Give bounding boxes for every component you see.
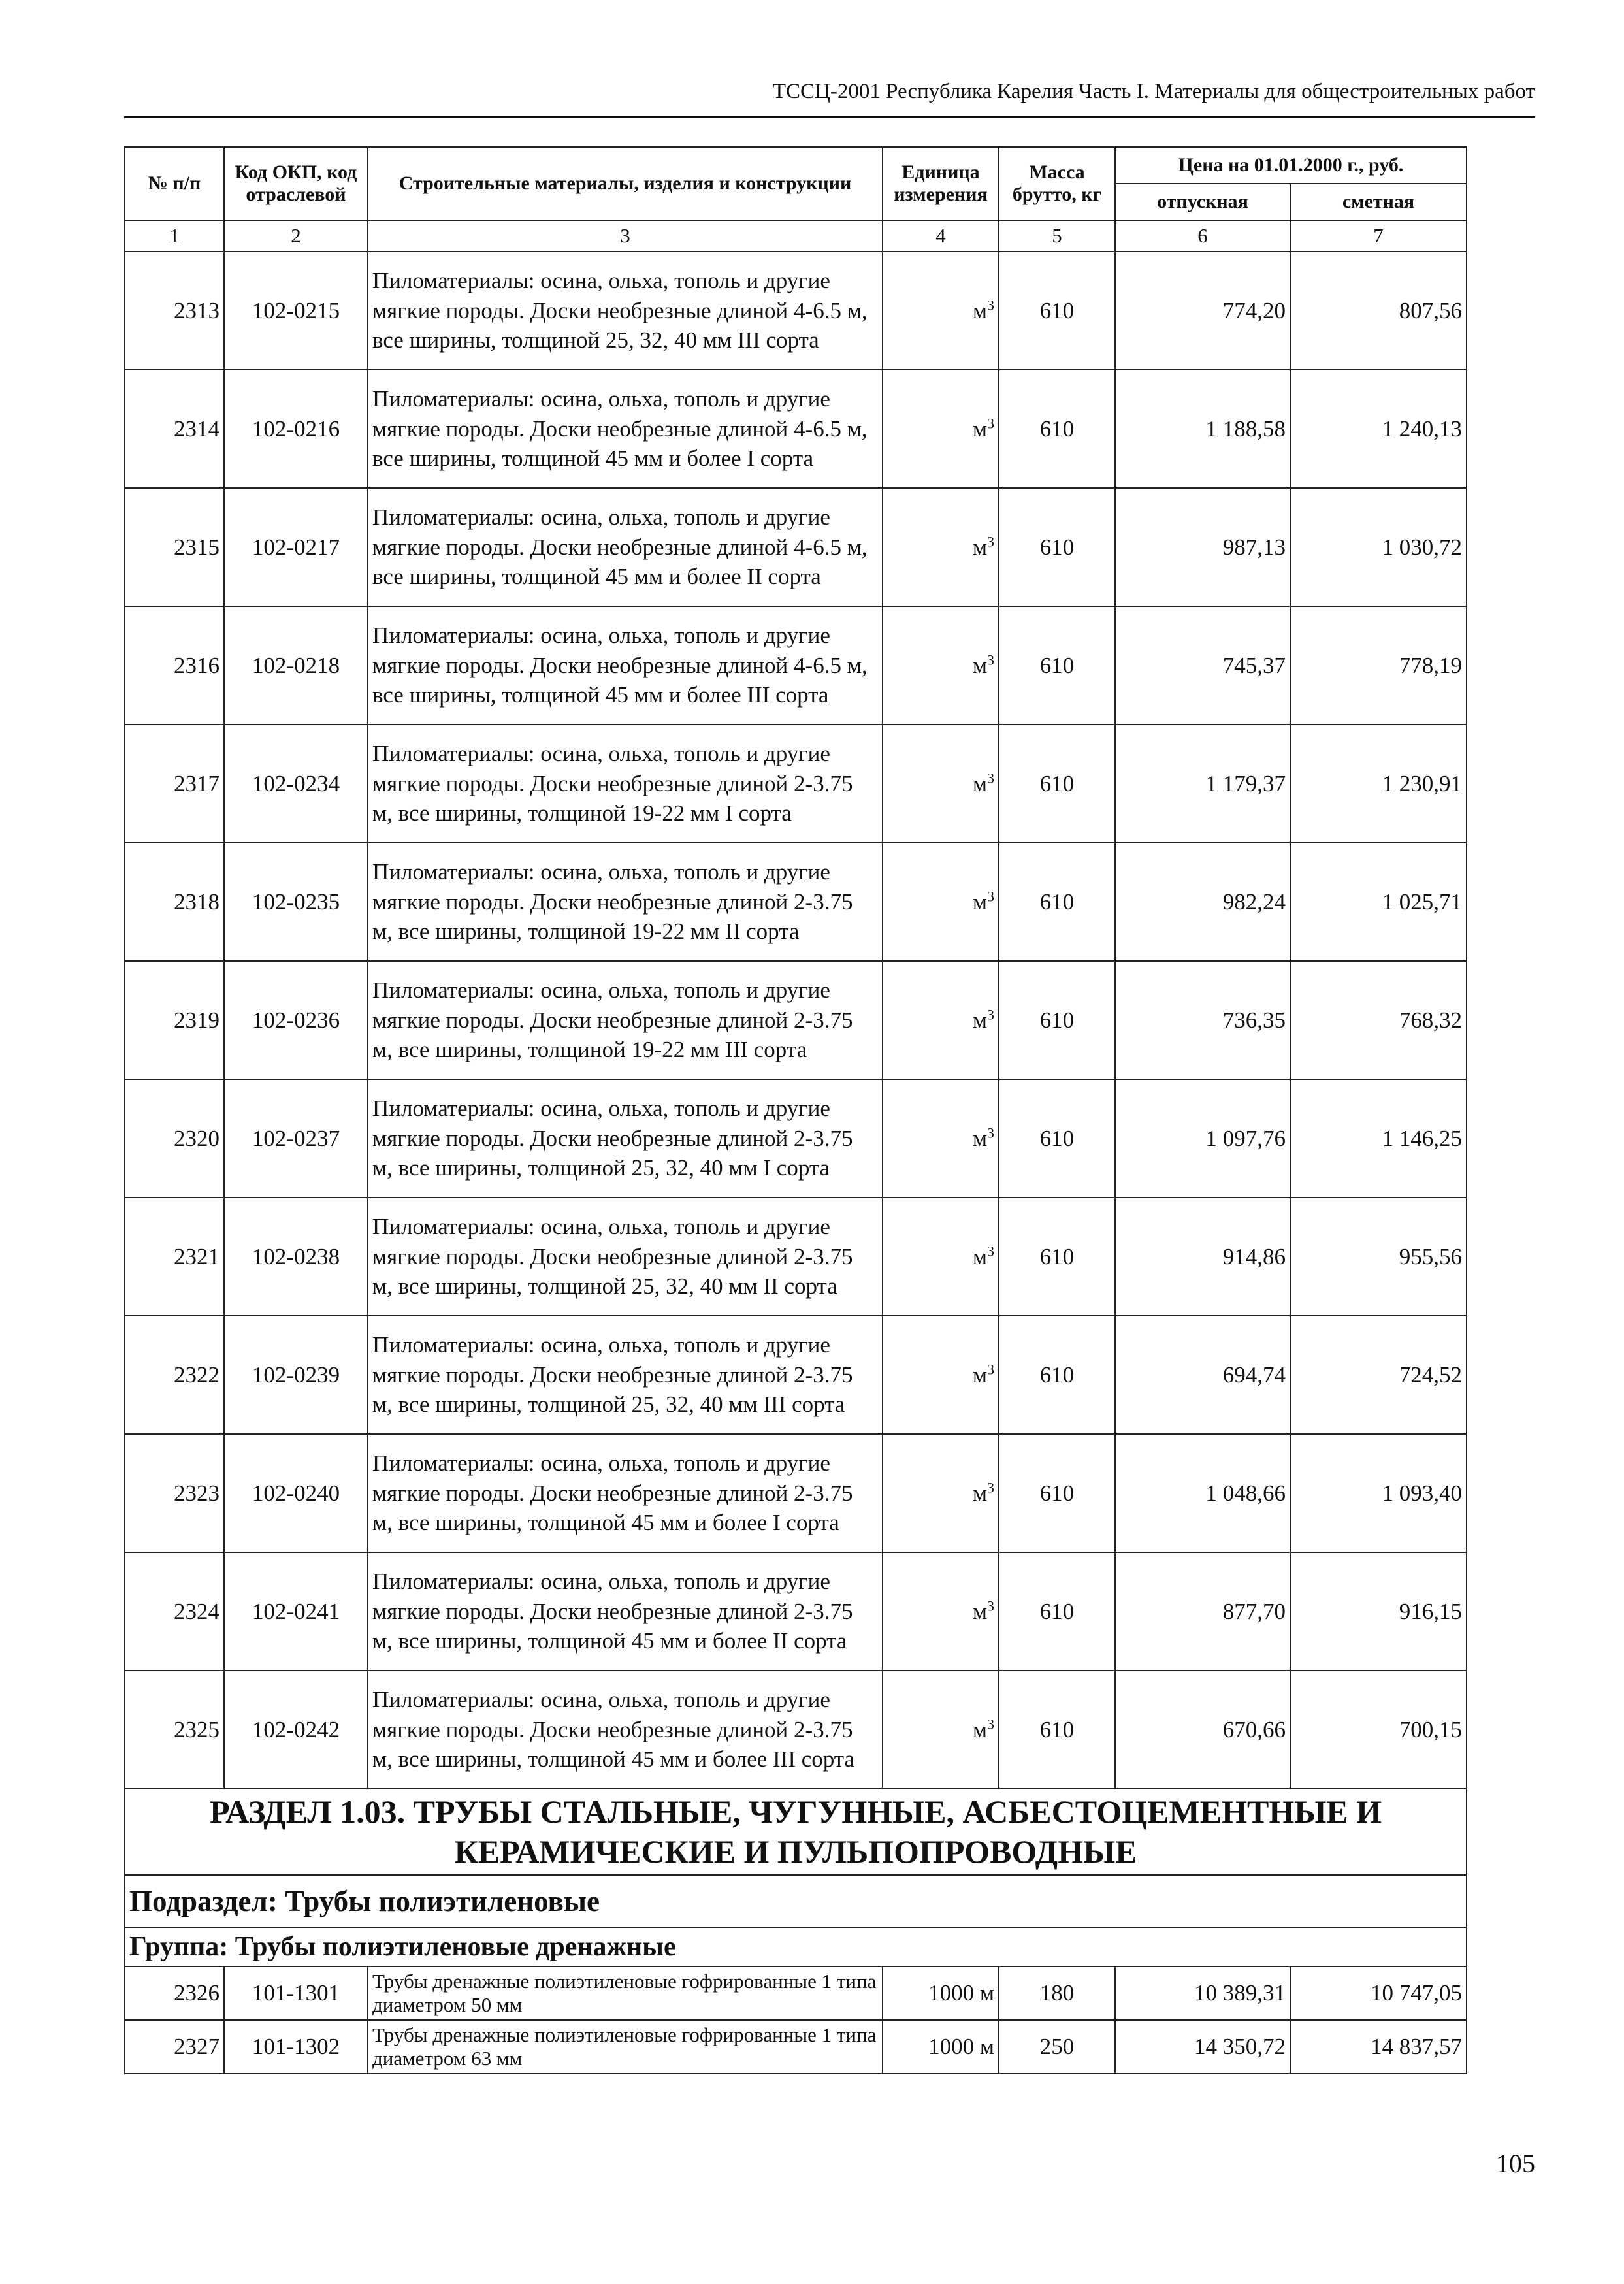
row-number: 2318 [125, 843, 224, 961]
column-number: 7 [1290, 220, 1467, 252]
row-release-price: 745,37 [1115, 606, 1290, 725]
section-title-line1: РАЗДЕЛ 1.03. ТРУБЫ СТАЛЬНЫЕ, ЧУГУННЫЕ, АСБЕСТОЦЕМЕНТНЫЕ И [209, 1793, 1382, 1830]
row-release-price: 982,24 [1115, 843, 1290, 961]
row-number: 2326 [125, 1966, 224, 2020]
row-number: 2317 [125, 725, 224, 843]
row-unit [883, 725, 999, 843]
header-num: № п/п [125, 147, 224, 220]
row-estimate-price: 807,56 [1290, 252, 1467, 370]
row-mass: 250 [999, 2020, 1115, 2074]
row-unit-base: м [972, 889, 987, 915]
column-number: 1 [125, 220, 224, 252]
row-unit-exponent: 3 [987, 887, 994, 904]
row-estimate-price: 1 093,40 [1290, 1434, 1467, 1552]
row-unit [883, 1316, 999, 1434]
row-unit-exponent: 3 [987, 1478, 994, 1495]
row-description: Пиломатериалы: осина, ольха, тополь и другие мягкие породы. Доски необрезные длиной 4-6.5 м, все ширины, толщиной 45 мм и более III сорта [368, 606, 883, 725]
row-number: 2324 [125, 1552, 224, 1671]
row-code: 101-1301 [224, 1966, 368, 2020]
row-unit-base: м [972, 1716, 987, 1742]
section-title-line2: КЕРАМИЧЕСКИЕ И ПУЛЬПОПРОВОДНЫЕ [454, 1833, 1137, 1870]
row-description: Трубы дренажные полиэтиленовые гофрированные 1 типа диаметром 63 мм [368, 2020, 883, 2074]
row-unit-base: м [972, 1243, 987, 1269]
row-release-price: 1 188,58 [1115, 370, 1290, 488]
row-estimate-price: 700,15 [1290, 1671, 1467, 1789]
row-estimate-price: 14 837,57 [1290, 2020, 1467, 2074]
row-mass: 610 [999, 1434, 1115, 1552]
row-mass: 610 [999, 725, 1115, 843]
row-unit-base: м [972, 652, 987, 678]
row-mass: 610 [999, 1079, 1115, 1198]
table-row [125, 252, 1467, 370]
row-mass: 610 [999, 1552, 1115, 1671]
row-code: 102-0237 [224, 1079, 368, 1198]
row-unit [883, 843, 999, 961]
group-title: Группа: Трубы полиэтиленовые дренажные [125, 1927, 1467, 1966]
subsection-title: Подраздел: Трубы полиэтиленовые [125, 1875, 1467, 1927]
header-release-price: отпускная [1115, 184, 1290, 220]
table-row [125, 725, 1467, 843]
row-description: Пиломатериалы: осина, ольха, тополь и другие мягкие породы. Доски необрезные длиной 2-3.75 м, все ширины, толщиной 25, 32, 40 мм II сорта [368, 1198, 883, 1316]
row-unit-base: м [972, 1125, 987, 1151]
table-row [125, 843, 1467, 961]
column-number: 2 [224, 220, 368, 252]
row-release-price: 694,74 [1115, 1316, 1290, 1434]
page-number: 105 [1496, 2149, 1535, 2178]
row-unit [883, 1434, 999, 1552]
header-price: Цена на 01.01.2000 г., руб. [1115, 147, 1467, 184]
row-mass: 610 [999, 843, 1115, 961]
price-table [124, 146, 1467, 2074]
row-release-price: 1 048,66 [1115, 1434, 1290, 1552]
table-row [125, 1434, 1467, 1552]
row-description: Пиломатериалы: осина, ольха, тополь и другие мягкие породы. Доски необрезные длиной 4-6.5 м, все ширины, толщиной 45 мм и более II сорта [368, 488, 883, 606]
table-row [125, 1552, 1467, 1671]
row-number: 2320 [125, 1079, 224, 1198]
row-unit-base: м [972, 1480, 987, 1506]
row-release-price: 774,20 [1115, 252, 1290, 370]
row-release-price: 670,66 [1115, 1671, 1290, 1789]
row-unit [883, 606, 999, 725]
table-row [125, 370, 1467, 488]
row-mass: 610 [999, 1198, 1115, 1316]
row-number: 2316 [125, 606, 224, 725]
row-code: 102-0218 [224, 606, 368, 725]
row-mass: 610 [999, 961, 1115, 1079]
row-description: Пиломатериалы: осина, ольха, тополь и другие мягкие породы. Доски необрезные длиной 2-3.75 м, все ширины, толщиной 25, 32, 40 мм III сорта [368, 1316, 883, 1434]
row-estimate-price: 778,19 [1290, 606, 1467, 725]
row-release-price: 14 350,72 [1115, 2020, 1290, 2074]
column-number: 6 [1115, 220, 1290, 252]
row-unit-exponent: 3 [987, 1124, 994, 1141]
row-unit: 1000 м [883, 2020, 999, 2074]
row-code: 102-0216 [224, 370, 368, 488]
row-number: 2319 [125, 961, 224, 1079]
row-unit-exponent: 3 [987, 414, 994, 431]
row-release-price: 877,70 [1115, 1552, 1290, 1671]
row-unit-base: м [972, 770, 987, 796]
row-estimate-price: 1 030,72 [1290, 488, 1467, 606]
row-code: 102-0236 [224, 961, 368, 1079]
table-row [125, 1671, 1467, 1789]
row-mass: 610 [999, 252, 1115, 370]
row-estimate-price: 10 747,05 [1290, 1966, 1467, 2020]
row-code: 101-1302 [224, 2020, 368, 2074]
header-name: Строительные материалы, изделия и конструкции [368, 147, 883, 220]
row-code: 102-0217 [224, 488, 368, 606]
row-unit-exponent: 3 [987, 1715, 994, 1732]
row-estimate-price: 1 146,25 [1290, 1079, 1467, 1198]
column-number: 3 [368, 220, 883, 252]
page-header-title: ТССЦ-2001 Республика Карелия Часть I. Материалы для общестроительных работ [772, 80, 1535, 103]
row-release-price: 1 179,37 [1115, 725, 1290, 843]
row-number: 2315 [125, 488, 224, 606]
row-estimate-price: 1 240,13 [1290, 370, 1467, 488]
header-mass: Масса брутто, кг [999, 147, 1115, 220]
row-code: 102-0239 [224, 1316, 368, 1434]
row-number: 2327 [125, 2020, 224, 2074]
row-unit [883, 1552, 999, 1671]
column-number-row [125, 220, 1467, 252]
row-unit [883, 1079, 999, 1198]
row-unit-exponent: 3 [987, 1597, 994, 1614]
header-code: Код ОКП, код отраслевой [224, 147, 368, 220]
row-unit [883, 252, 999, 370]
row-number: 2321 [125, 1198, 224, 1316]
table-row [125, 488, 1467, 606]
table-row [125, 2020, 1467, 2074]
row-unit-base: м [972, 416, 987, 442]
row-unit-base: м [972, 1362, 987, 1388]
row-unit [883, 1198, 999, 1316]
row-code: 102-0234 [224, 725, 368, 843]
row-unit-exponent: 3 [987, 1242, 994, 1259]
row-unit [883, 1671, 999, 1789]
row-unit: 1000 м [883, 1966, 999, 2020]
row-estimate-price: 1 230,91 [1290, 725, 1467, 843]
row-description: Пиломатериалы: осина, ольха, тополь и другие мягкие породы. Доски необрезные длиной 2-3.75 м, все ширины, толщиной 25, 32, 40 мм I сорта [368, 1079, 883, 1198]
row-number: 2314 [125, 370, 224, 488]
table-row [125, 961, 1467, 1079]
table-row [125, 1079, 1467, 1198]
row-description: Пиломатериалы: осина, ольха, тополь и другие мягкие породы. Доски необрезные длиной 4-6.5 м, все ширины, толщиной 45 мм и более I сорта [368, 370, 883, 488]
row-mass: 610 [999, 488, 1115, 606]
section-body [125, 1789, 1467, 1966]
row-description: Пиломатериалы: осина, ольха, тополь и другие мягкие породы. Доски необрезные длиной 4-6.5 м, все ширины, толщиной 25, 32, 40 мм III сорта [368, 252, 883, 370]
row-description: Пиломатериалы: осина, ольха, тополь и другие мягкие породы. Доски необрезные длиной 2-3.75 м, все ширины, толщиной 19-22 мм II сорта [368, 843, 883, 961]
row-unit [883, 488, 999, 606]
header-unit: Единица измерения [883, 147, 999, 220]
row-release-price: 10 389,31 [1115, 1966, 1290, 2020]
table-row [125, 1316, 1467, 1434]
row-description: Пиломатериалы: осина, ольха, тополь и другие мягкие породы. Доски необрезные длиной 2-3.75 м, все ширины, толщиной 19-22 мм I сорта [368, 725, 883, 843]
row-mass: 180 [999, 1966, 1115, 2020]
row-mass: 610 [999, 1671, 1115, 1789]
row-estimate-price: 724,52 [1290, 1316, 1467, 1434]
row-unit-base: м [972, 534, 987, 560]
row-estimate-price: 955,56 [1290, 1198, 1467, 1316]
row-code: 102-0235 [224, 843, 368, 961]
row-description: Пиломатериалы: осина, ольха, тополь и другие мягкие породы. Доски необрезные длиной 2-3.75 м, все ширины, толщиной 45 мм и более III сорта [368, 1671, 883, 1789]
row-description: Пиломатериалы: осина, ольха, тополь и другие мягкие породы. Доски необрезные длиной 2-3.75 м, все ширины, толщиной 45 мм и более II сорта [368, 1552, 883, 1671]
header-rule [124, 116, 1535, 118]
row-release-price: 1 097,76 [1115, 1079, 1290, 1198]
row-unit [883, 961, 999, 1079]
row-unit-exponent: 3 [987, 651, 994, 668]
row-number: 2325 [125, 1671, 224, 1789]
row-unit-base: м [972, 1007, 987, 1033]
row-number: 2323 [125, 1434, 224, 1552]
table-head [125, 147, 1467, 252]
row-code: 102-0240 [224, 1434, 368, 1552]
row-description: Пиломатериалы: осина, ольха, тополь и другие мягкие породы. Доски необрезные длиной 2-3.75 м, все ширины, толщиной 19-22 мм III сорта [368, 961, 883, 1079]
row-release-price: 987,13 [1115, 488, 1290, 606]
row-code: 102-0242 [224, 1671, 368, 1789]
row-number: 2322 [125, 1316, 224, 1434]
row-unit-exponent: 3 [987, 296, 994, 313]
section-title [125, 1789, 1467, 1875]
column-number: 4 [883, 220, 999, 252]
row-estimate-price: 768,32 [1290, 961, 1467, 1079]
table-row [125, 606, 1467, 725]
row-number: 2313 [125, 252, 224, 370]
table-row [125, 1198, 1467, 1316]
table-body-2 [125, 1966, 1467, 2074]
row-unit-base: м [972, 1598, 987, 1624]
row-unit-exponent: 3 [987, 532, 994, 549]
row-code: 102-0238 [224, 1198, 368, 1316]
row-unit-exponent: 3 [987, 1360, 994, 1377]
row-release-price: 736,35 [1115, 961, 1290, 1079]
row-unit-base: м [972, 297, 987, 323]
row-code: 102-0241 [224, 1552, 368, 1671]
row-mass: 610 [999, 370, 1115, 488]
row-description: Пиломатериалы: осина, ольха, тополь и другие мягкие породы. Доски необрезные длиной 2-3.75 м, все ширины, толщиной 45 мм и более I сорта [368, 1434, 883, 1552]
row-description: Трубы дренажные полиэтиленовые гофрированные 1 типа диаметром 50 мм [368, 1966, 883, 2020]
header-estimate-price: сметная [1290, 184, 1467, 220]
row-unit-exponent: 3 [987, 769, 994, 786]
row-estimate-price: 1 025,71 [1290, 843, 1467, 961]
row-code: 102-0215 [224, 252, 368, 370]
row-unit [883, 370, 999, 488]
row-estimate-price: 916,15 [1290, 1552, 1467, 1671]
row-mass: 610 [999, 1316, 1115, 1434]
row-mass: 610 [999, 606, 1115, 725]
row-unit-exponent: 3 [987, 1005, 994, 1022]
row-release-price: 914,86 [1115, 1198, 1290, 1316]
table-row [125, 1966, 1467, 2020]
table-body [125, 252, 1467, 1789]
column-number: 5 [999, 220, 1115, 252]
